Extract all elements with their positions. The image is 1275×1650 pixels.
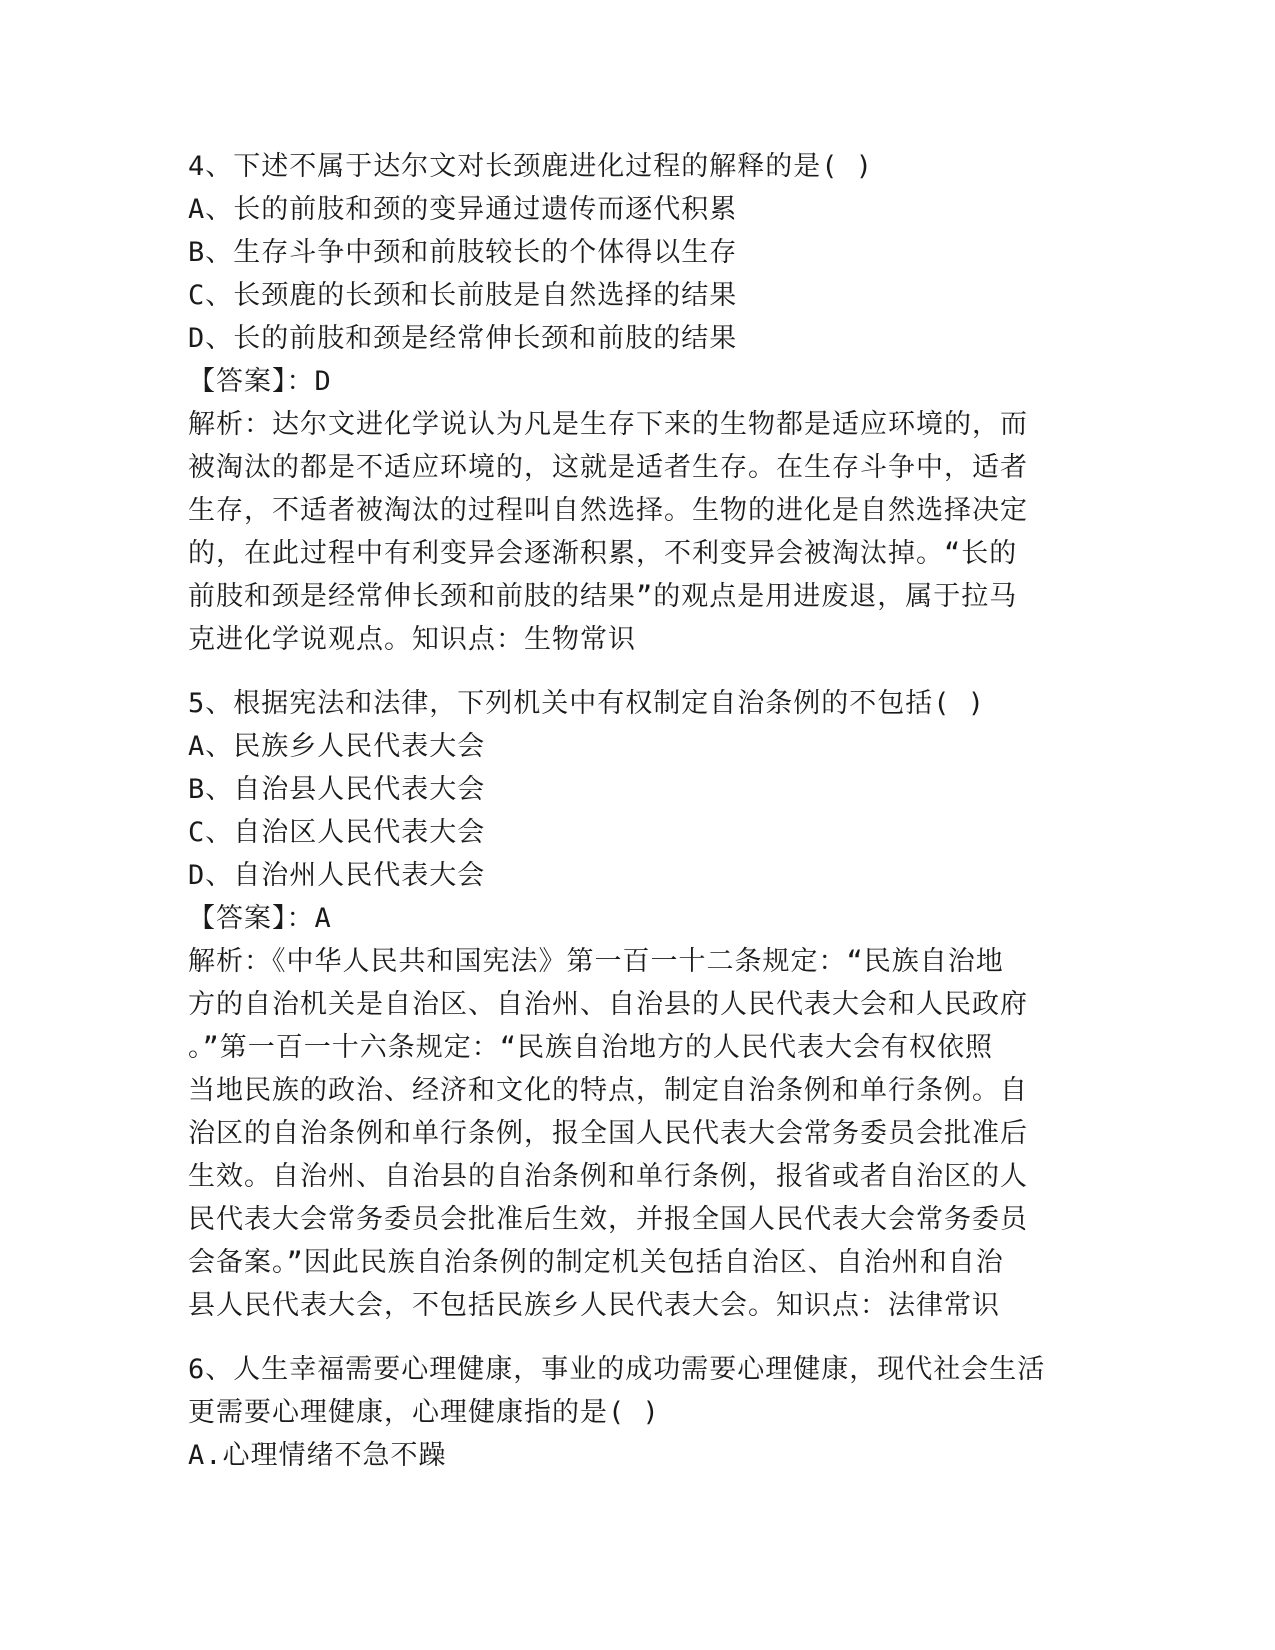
analysis-line: 县人民代表大会，不包括民族乡人民代表大会。知识点：法律常识 — [188, 1290, 1000, 1321]
document-page — [188, 145, 1088, 1477]
analysis-line: 克进化学说观点。知识点：生物常识 — [188, 624, 636, 655]
question-stem: 5、根据宪法和法律，下列机关中有权制定自治条例的不包括( ) — [188, 688, 986, 719]
answer-line: 【答案】：A — [188, 903, 332, 934]
option-a: A.心理情绪不急不躁 — [188, 1440, 447, 1471]
analysis-line: 方的自治机关是自治区、自治州、自治县的人民代表大会和人民政府 — [188, 989, 1028, 1020]
option-a: A、民族乡人民代表大会 — [188, 731, 486, 762]
option-a: A、长的前肢和颈的变异通过遗传而逐代积累 — [188, 194, 738, 225]
analysis-paragraph — [188, 403, 1068, 661]
answer-line: 【答案】：D — [188, 366, 332, 397]
option-c: C、自治区人民代表大会 — [188, 817, 486, 848]
analysis-paragraph — [188, 940, 1068, 1327]
analysis-line: 解析：《中华人民共和国宪法》第一百一十二条规定：“民族自治地 — [188, 946, 1004, 977]
analysis-line: 生效。自治州、自治县的自治条例和单行条例，报省或者自治区的人 — [188, 1161, 1028, 1192]
question-spacer — [188, 661, 1088, 682]
option-b: B、生存斗争中颈和前肢较长的个体得以生存 — [188, 237, 738, 268]
analysis-line: 会备案。”因此民族自治条例的制定机关包括自治区、自治州和自治 — [188, 1247, 1004, 1278]
analysis-line: 解析：达尔文进化学说认为凡是生存下来的生物都是适应环境的，而 — [188, 409, 1028, 440]
analysis-line: 民代表大会常务委员会批准后生效，并报全国人民代表大会常务委员 — [188, 1204, 1028, 1235]
question-stem: 6、人生幸福需要心理健康，事业的成功需要心理健康，现代社会生活 — [188, 1354, 1046, 1385]
option-c: C、长颈鹿的长颈和长前肢是自然选择的结果 — [188, 280, 738, 311]
analysis-line: 。”第一百一十六条规定：“民族自治地方的人民代表大会有权依照 — [188, 1032, 994, 1063]
analysis-line: 前肢和颈是经常伸长颈和前肢的结果”的观点是用进废退，属于拉马 — [188, 581, 1018, 612]
question-spacer — [188, 1327, 1088, 1348]
option-d: D、自治州人民代表大会 — [188, 860, 486, 891]
option-b: B、自治县人民代表大会 — [188, 774, 486, 805]
question-4 — [188, 145, 1088, 661]
option-d: D、长的前肢和颈是经常伸长颈和前肢的结果 — [188, 323, 738, 354]
analysis-line: 的，在此过程中有利变异会逐渐积累，不利变异会被淘汰掉。“长的 — [188, 538, 1018, 569]
analysis-line: 当地民族的政治、经济和文化的特点，制定自治条例和单行条例。自 — [188, 1075, 1028, 1106]
question-stem: 4、下述不属于达尔文对长颈鹿进化过程的解释的是( ) — [188, 151, 874, 182]
question-5 — [188, 682, 1088, 1327]
question-6 — [188, 1348, 1088, 1477]
analysis-line: 生存，不适者被淘汰的过程叫自然选择。生物的进化是自然选择决定 — [188, 495, 1028, 526]
analysis-line: 治区的自治条例和单行条例，报全国人民代表大会常务委员会批准后 — [188, 1118, 1028, 1149]
analysis-line: 被淘汰的都是不适应环境的，这就是适者生存。在生存斗争中，适者 — [188, 452, 1028, 483]
question-stem-continued: 更需要心理健康，心理健康指的是( ) — [188, 1397, 660, 1428]
